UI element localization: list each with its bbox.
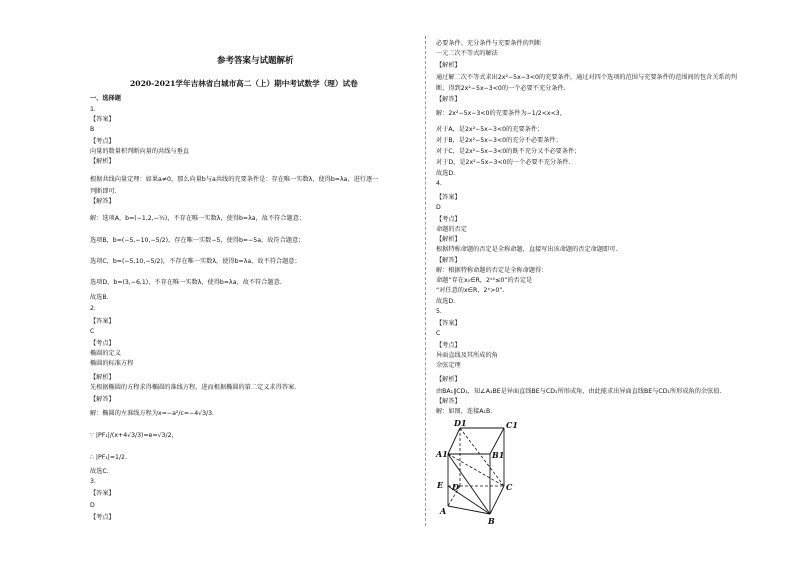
right-line: 由BA₁∥CD₁，知∠A₁BE是异面直线BE与CD₁所形成角，由此能求出异面直线BE与CD₁所形成角的余弦值. [436,388,722,395]
right-line: 解：2x²−5x−3<0的充要条件为−1/2<x<3， [436,110,566,117]
left-line: D [90,502,95,509]
right-line: “对任意的x∈R，2ˣ>0”. [436,287,505,294]
right-line: 断，得到2x²−5x−3<0的一个必要不充分条件. [436,85,566,92]
label-c1: C1 [506,420,518,430]
cube-figure [432,418,532,528]
left-line: 椭圆的标准方程 [90,360,134,367]
right-line: 通过解二次不等式求出2x²−5x−3<0的充要条件，通过对四个选项的范围与充要条件的范围间的包含关系的判 [436,74,737,81]
right-line: 【考点】 [436,216,461,223]
right-line: 余弦定理 [436,362,461,369]
left-line: 椭圆的定义 [90,350,121,357]
left-line: 【考点】 [90,340,115,347]
left-line: ∴ |PF₁|=1/2. [90,454,127,461]
left-line: 【考点】 [90,138,115,145]
right-line: 【考点】 [436,342,461,349]
label-a1: A1 [436,449,448,459]
doc-title: 参考答案与试题解析 [217,56,294,66]
left-line: 3. [90,478,96,485]
left-line: 向量的数量积判断向量的共线与垂直 [90,148,189,155]
right-line: 故选D. [436,170,456,177]
left-line: 解：椭圆的左准线方程为x=−a²/c=−4√3/3. [90,410,215,417]
right-line: 异面直线及其所成的角 [436,352,498,359]
left-line: C [90,328,95,335]
right-line: 一元二次不等式的解法 [436,50,498,57]
left-line: 先根据椭圆的方程求得椭圆的准线方程，进而根据椭圆的第二定义求得答案. [90,384,297,391]
right-line: 必要条件、充分条件与充要条件的判断 [436,40,542,47]
left-line: 选项D，b=(3,−6,1)，不存在唯一实数λ，使得b=λa，故不符合题意. [90,279,282,286]
right-line: 对于C，是2x²−5x−3<0的既不充分又不必要条件； [436,148,581,155]
left-line: 故选C. [90,468,109,475]
right-line: 【解答】 [436,257,461,264]
right-line: 解：根据特称命题的否定是全称命题得： [436,267,548,274]
right-line: 【答案】 [436,320,461,327]
label-b1: B1 [492,450,505,460]
right-line: 【解答】 [436,96,461,103]
right-line: 解：如图，连接A₁B. [436,408,493,415]
left-line: 解：选项A，b=(−1,2,−½)，不存在唯一实数λ，使得b=λa，故不符合题意； [90,215,306,222]
right-line: 【解析】 [436,376,461,383]
right-line: 对于D，是2x²−5x−3<0的一个必要不充分条件. [436,159,571,166]
section-heading: 一、选择题 [90,95,121,102]
edge-bc [490,486,504,514]
label-b: B [488,516,495,526]
right-line: 根据特称命题的否定是全称命题，直接写出该命题的否定命题即可. [436,246,618,253]
left-line: B [90,126,95,133]
label-d: D [452,482,459,492]
label-c: C [506,482,513,492]
left-line: 1. [90,106,96,113]
left-line: 选项B，b=(−5,−10,−5/2)，存在唯一实数−5，使得b=−5a，故符合题意； [90,237,305,244]
left-line: 选项C，b=(−5,10,−5/2)，不存在唯一实数λ，使得b=λa，故不符合题意； [90,258,301,265]
right-line: 【解答】 [436,398,461,405]
left-line: 【考点】 [90,514,115,521]
label-d1: D1 [454,418,467,428]
left-line: 【答案】 [90,318,115,325]
left-line: 2. [90,305,96,312]
right-line: 【解析】 [436,236,461,243]
right-line: 对于B，是2x²−5x−3<0的充分不必要条件； [436,137,562,144]
doc-subtitle: 2020-2021学年吉林省白城市高二（上）期中考试数学（理）试卷 [130,79,358,88]
left-line: 故选B. [90,294,109,301]
right-line: 对于A，是2x²−5x−3<0的充要条件； [436,126,544,133]
right-line: 故选D. [436,298,456,305]
right-line: C [436,330,441,337]
left-line: 【解答】 [90,396,115,403]
label-e: E [437,480,444,490]
right-line: 【解析】 [436,62,461,69]
right-line: 4. [436,180,442,187]
left-line: 根据共线向量定理：如果a≠0，那么向量b与a共线的充要条件是：存在唯一实数λ，使得b=λa，进行逐一 [90,176,379,183]
left-line: 【答案】 [90,490,115,497]
left-line: ∵ |PF₁|/(x+4√3/3)=e=√3/2， [90,432,178,439]
left-line: 判断即可. [90,188,117,195]
right-line: 5. [436,308,442,315]
right-line: 命题“存在x₀∈R，2ˣ⁰≤0”的否定是 [436,277,533,284]
edge-d1a1 [448,428,460,454]
right-line: D [436,204,441,211]
left-line: 【解答】 [90,198,115,205]
left-line: 【答案】 [90,116,115,123]
left-line: 【解析】 [90,374,115,381]
column-divider [425,36,426,526]
right-line: 命题的否定 [436,226,467,233]
right-line: 【答案】 [436,194,461,201]
left-line: 【解析】 [90,158,115,165]
label-a: A [440,506,447,516]
